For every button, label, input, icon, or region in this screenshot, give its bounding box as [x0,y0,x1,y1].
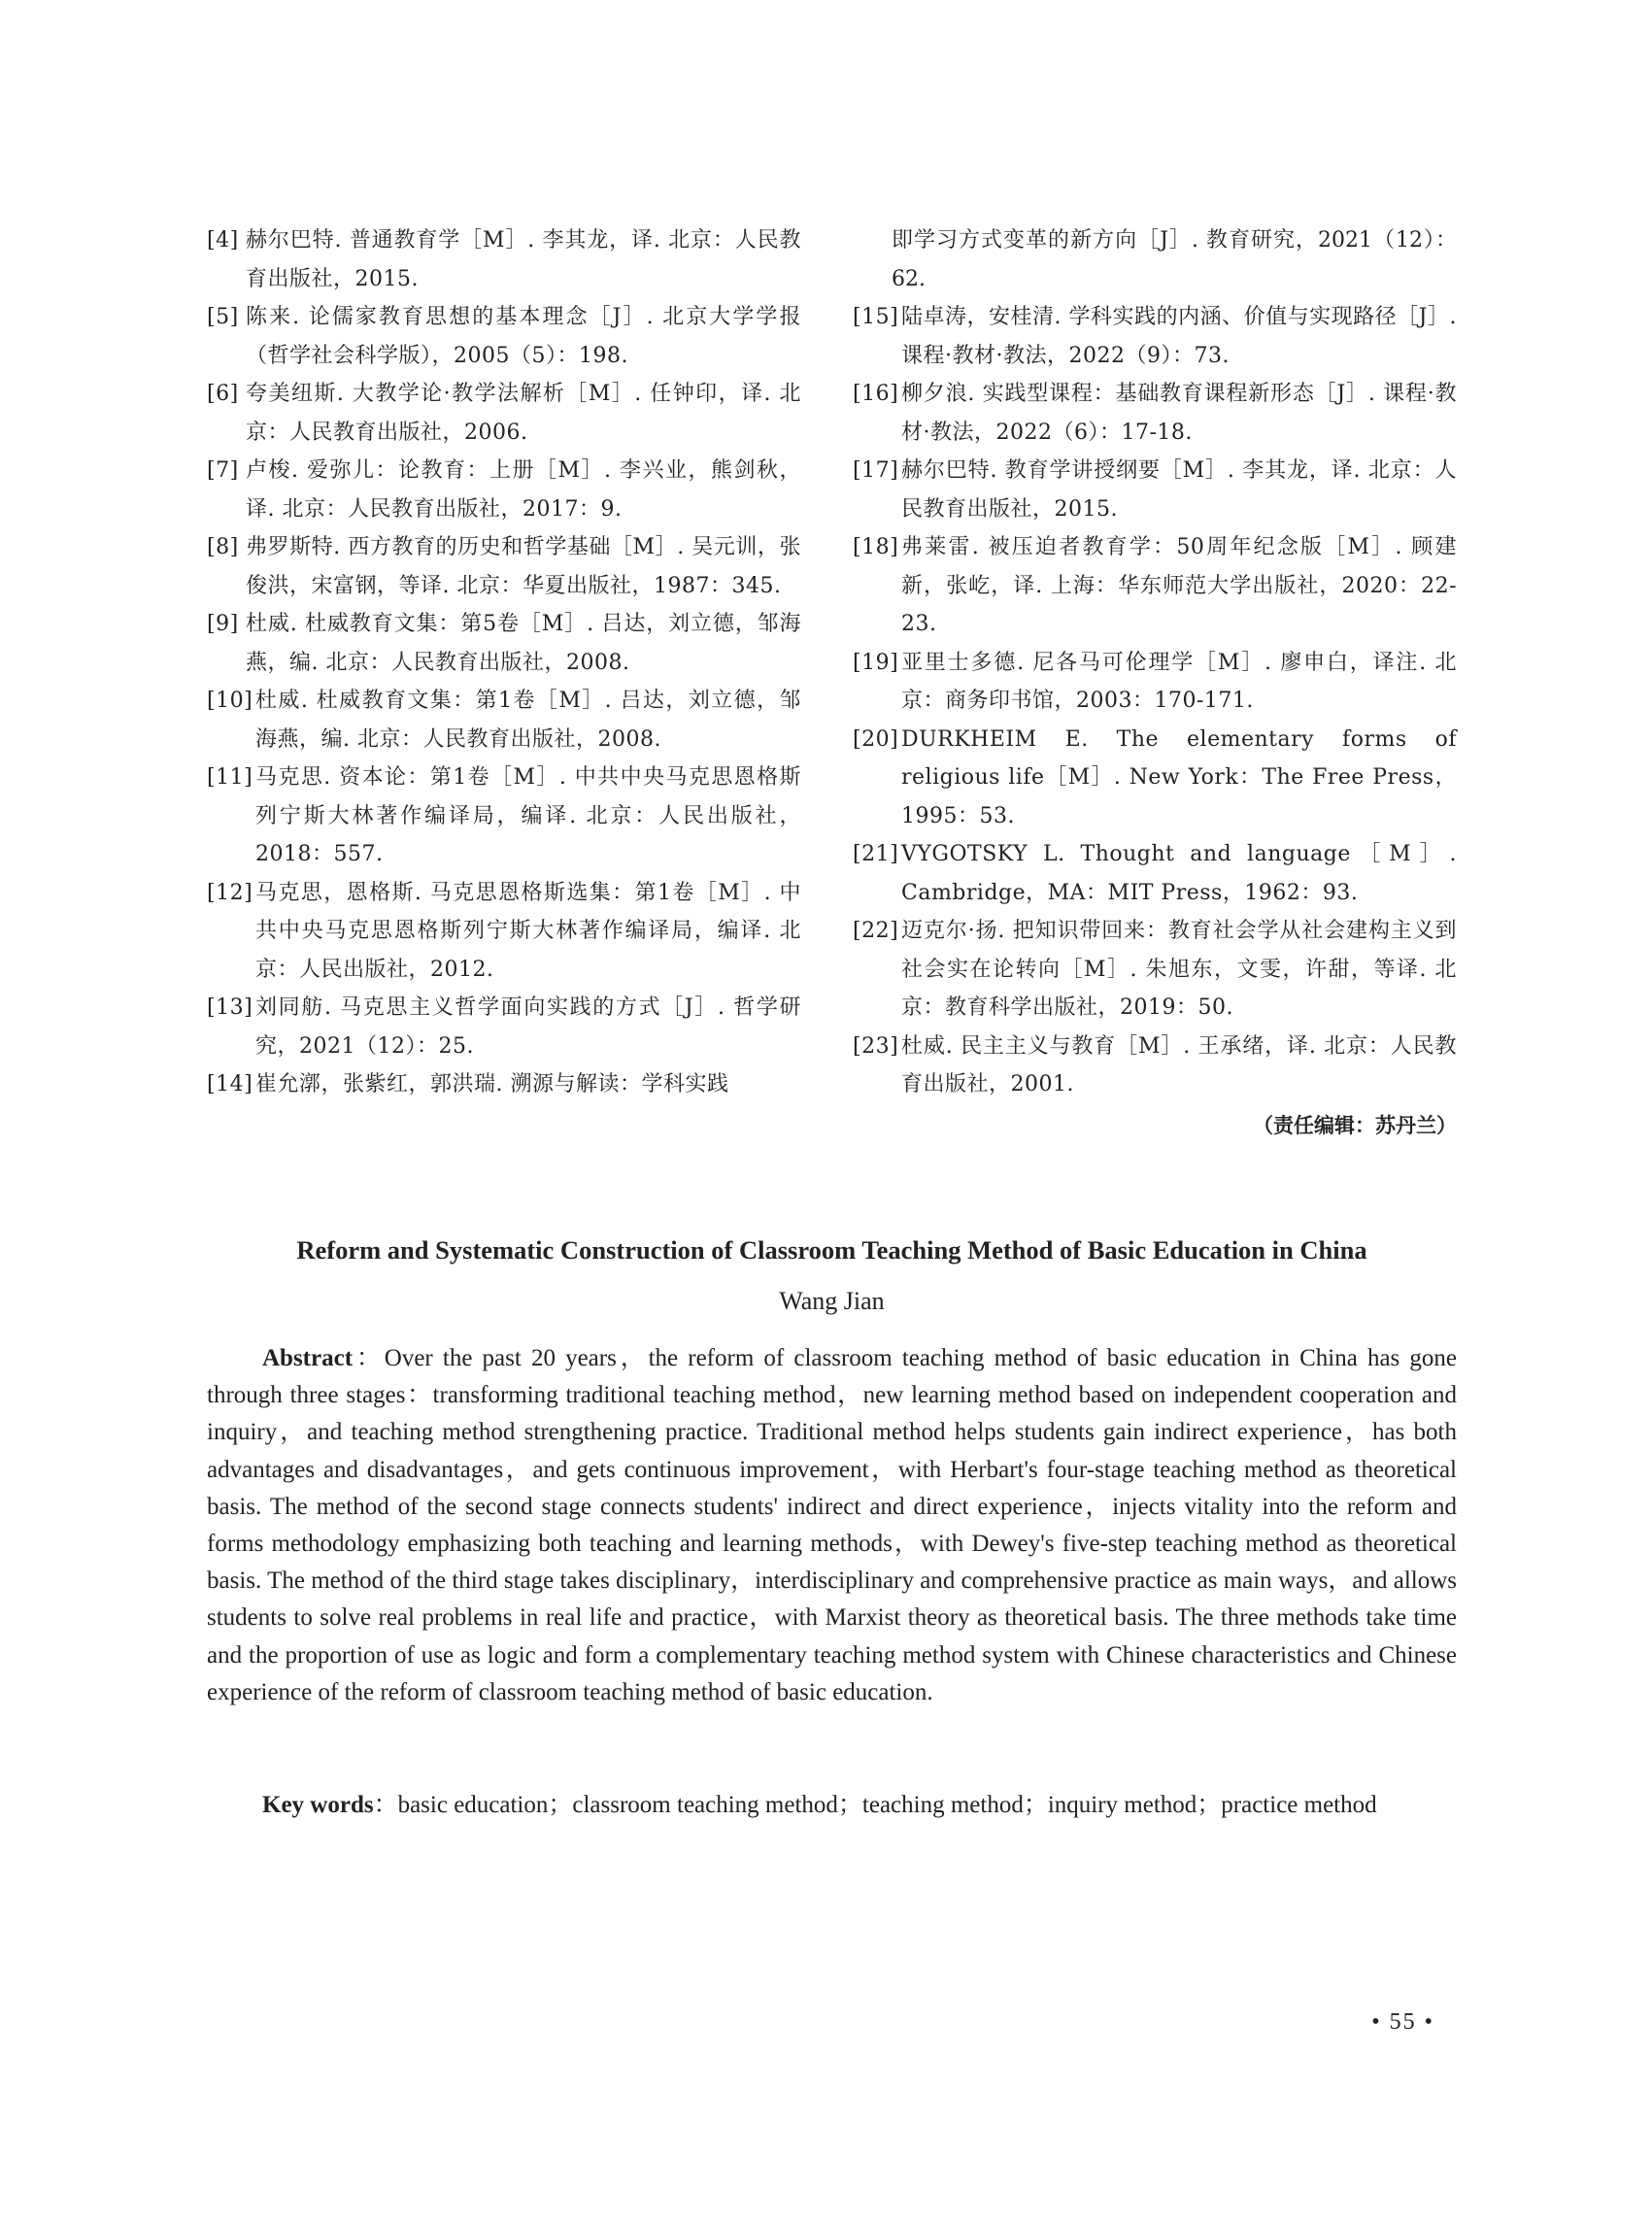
english-author: Wang Jian [779,1287,885,1315]
keywords-label: Key words [262,1792,374,1818]
reference-text: 刘同舫. 马克思主义哲学面向实践的方式［J］. 哲学研究，2021（12）：25. [255,995,801,1059]
reference-item [853,835,1457,912]
reference-number: [20] [853,726,899,752]
reference-text: 杜威. 杜威教育文集：第1卷［M］. 吕达，刘立德，邹海燕，编. 北京：人民教育出版社，2008. [255,689,801,752]
reference-number: [9] [207,612,239,636]
reference-text: DURKHEIM E. The elementary forms of religious life［M］. New York：The Free Press，1995：53. [901,726,1457,828]
reference-number: [16] [853,382,899,406]
reference-text: VYGOTSKY L. Thought and language［M］. Cambridge，MA：MIT Press，1962：93. [901,842,1457,905]
reference-text: 弗莱雷. 被压迫者教育学：50周年纪念版［M］. 顾建新，张屹，译. 上海：华东师范大学出版社，2020：22-23. [901,535,1457,636]
reference-item [853,644,1457,721]
reference-text: 卢梭. 爱弥儿：论教育：上册［M］. 李兴业，熊剑秋，译. 北京：人民教育出版社，2017：9. [246,458,801,522]
reference-item [207,375,801,452]
reference-number: [6] [207,382,239,406]
reference-item [207,452,801,528]
reference-number: [12] [207,880,253,905]
reference-number: [10] [207,689,253,713]
reference-number: [15] [853,305,899,329]
reference-number: [19] [853,650,899,675]
reference-text: 陆卓涛，安桂清. 学科实践的内涵、价值与实现路径［J］. 课程·教材·教法，2022（9）：73. [901,305,1457,368]
reference-text: 杜威. 民主主义与教育［M］. 王承绪，译. 北京：人民教育出版社，2001. [901,1033,1457,1096]
reference-text: 马克思，恩格斯. 马克思恩格斯选集：第1卷［M］. 中共中央马克思恩格斯列宁斯大林著作编译局，编译. 北京：人民出版社，2012. [255,880,801,982]
references-right-column [853,221,1457,1104]
reference-number: [23] [853,1033,899,1059]
english-title: Reform and Systematic Construction of Classroom Teaching Method of Basic Education in China [296,1235,1367,1264]
reference-number: [18] [853,535,899,559]
reference-number: [14] [207,1072,253,1096]
reference-number: [7] [207,458,239,483]
reference-item [207,682,801,759]
reference-item [207,528,801,605]
reference-item [207,989,801,1065]
reference-item [853,528,1457,644]
reference-text: 柳夕浪. 实践型课程：基础教育课程新形态［J］. 课程·教材·教法，2022（6）：17-18. [901,382,1457,445]
reference-number: [17] [853,458,899,483]
reference-item [853,1028,1457,1104]
abstract-label: Abstract [262,1345,354,1371]
reference-item [207,298,801,375]
reference-text: 崔允漷，张紫红，郭洪瑞. 溯源与解读：学科实践 [255,1072,729,1096]
english-abstract [207,1340,1457,1711]
reference-item [853,912,1457,1028]
reference-item [853,452,1457,528]
reference-number: [5] [207,305,239,329]
reference-text: 陈来. 论儒家教育思想的基本理念［J］. 北京大学学报（哲学社会科学版），2005（5）：198. [246,305,801,368]
reference-number: [11] [207,765,253,790]
reference-text: 亚里士多德. 尼各马可伦理学［M］. 廖申白，译注. 北京：商务印书馆，2003：170-171. [901,650,1457,713]
reference-text: 夸美纽斯. 大教学论·教学法解析［M］. 任钟印，译. 北京：人民教育出版社，2006. [246,382,801,445]
reference-text: 马克思. 资本论：第1卷［M］. 中共中央马克思恩格斯列宁斯大林著作编译局，编译. 北京：人民出版社，2018：557. [255,765,801,866]
references-left-column [207,221,801,1104]
keywords-text: ：basic education；classroom teaching method；teaching method；inquiry method；practice method [373,1792,1377,1818]
reference-item [207,874,801,990]
reference-number: [4] [207,228,239,253]
reference-item [207,221,801,298]
abstract-text: ：Over the past 20 years，the reform of classroom teaching method of basic education in China has gone through three stages：transforming traditional teaching method，new learning method based on independent cooperation and inquiry，and teaching method strengthening practice. Traditional method helps students gain indirect experience，has both advantages and disadvantages，and gets continuous improvement，with Herbart's four-stage teaching method as theoretical basis. The method of the second stage connects students' indirect and direct experience，injects vitality into the reform and forms methodology emphasizing both teaching and learning methods，with Dewey's five-step teaching method as theoretical basis. The method of the third stage takes disciplinary，interdisciplinary and comprehensive practice as main ways，and allows students to solve real problems in real life and practice，with Marxist theory as theoretical basis. The three methods take time and the proportion of use as logic and form a complementary teaching method system with Chinese characteristics and Chinese experience of the reform of classroom teaching method of basic education. [207,1345,1457,1705]
reference-item [207,1065,801,1104]
reference-continuation: 即学习方式变革的新方向［J］. 教育研究，2021（12）：62. [892,228,1457,291]
reference-text: 弗罗斯特. 西方教育的历史和哲学基础［M］. 吴元训，张俊洪，宋富钢，等译. 北京：华夏出版社，1987：345. [246,535,801,598]
reference-text: 赫尔巴特. 教育学讲授纲要［M］. 李其龙，译. 北京：人民教育出版社，2015. [901,458,1457,522]
responsible-editor-note: （责任编辑：苏丹兰） [1253,1114,1457,1137]
reference-number: [13] [207,995,253,1020]
reference-item [207,605,801,682]
reference-number: [8] [207,535,239,559]
reference-number: [21] [853,842,899,866]
reference-item [853,375,1457,452]
reference-item [207,759,801,874]
reference-text: 迈克尔·扬. 把知识带回来：教育社会学从社会建构主义到社会实在论转向［M］. 朱旭东，文雯，许甜，等译. 北京：教育科学出版社，2019：50. [901,919,1457,1020]
reference-number: [22] [853,919,899,943]
reference-text: 赫尔巴特. 普通教育学［M］. 李其龙，译. 北京：人民教育出版社，2015. [246,228,801,291]
reference-item [853,721,1457,836]
reference-item [853,298,1457,375]
english-keywords [207,1787,1457,1824]
page-number: • 55 • [1371,2009,1434,2035]
reference-text: 杜威. 杜威教育文集：第5卷［M］. 吕达，刘立德，邹海燕，编. 北京：人民教育出版社，2008. [246,612,801,675]
